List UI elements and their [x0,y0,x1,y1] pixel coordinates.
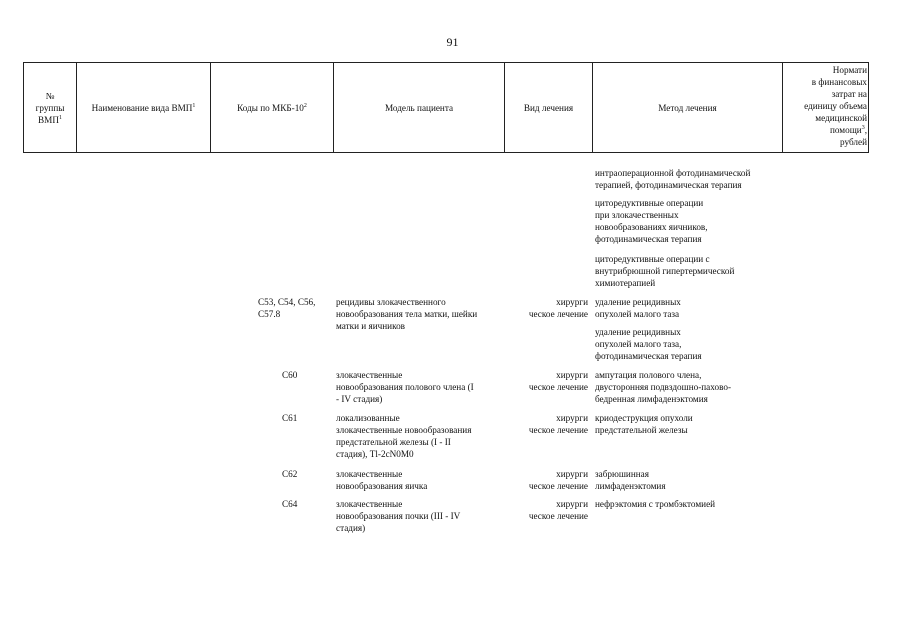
header-vmp-name-text: Наименование вида ВМП [91,102,193,113]
header-vmp-name [77,62,210,153]
header-group-number-text: № группы ВМП [35,90,65,125]
header-icd-codes-text: Коды по МКБ-10 [237,102,304,113]
footnote-mark: 2 [303,102,307,109]
method-cell: криодеструкция опухоли предстательной железы [595,413,693,435]
treatment-type-cell: хирурги ческое лечение [528,297,588,319]
header-treatment-type [505,62,592,153]
patient-model-cell: злокачественные новообразования полового члена (I - IV стадия) [336,370,474,404]
header-treatment-method [593,62,782,153]
method-cell: интраоперационной фотодинамической терапией, фотодинамическая терапия [595,168,751,190]
footnote-mark: 1 [192,102,196,109]
icd-code-cell: C60 [282,370,298,380]
method-cell: забрюшинная лимфаденэктомия [595,469,666,491]
header-cost-standard [783,62,869,155]
header-cost-standard-text: Нормати в финансовых затрат на единицу объема медицинской помощи [804,65,867,135]
header-icd-codes [211,62,333,153]
method-cell: удаление рецидивных опухолей малого таза, фотодинамическая терапия [595,327,702,361]
treatment-type-cell: хирурги ческое лечение [528,499,588,521]
icd-code-cell: C62 [282,469,298,479]
footnote-mark: 1 [58,114,62,121]
patient-model-cell: локализованные злокачественные новообразования предстательной железы (I - II стадия), Tl-2cN0M0 [336,413,472,459]
treatment-type-cell: хирурги ческое лечение [528,413,588,435]
patient-model-cell: злокачественные новообразования яичка [336,469,428,491]
icd-code-cell: C61 [282,413,298,423]
patient-model-cell: рецидивы злокачественного новообразования тела матки, шейки матки и яичников [336,297,478,331]
method-cell: нефрэктомия с тромбэктомией [595,499,716,509]
treatment-type-cell: хирурги ческое лечение [528,469,588,491]
method-cell: ампутация полового члена, двусторонняя подвздошно-пахово- бедренная лимфаденэктомия [595,370,732,404]
header-treatment-type-text: Вид лечения [523,102,574,113]
header-patient-model [334,62,504,153]
header-group-number [24,62,76,153]
header-treatment-method-text: Метод лечения [658,102,717,113]
treatment-type-cell: хирурги ческое лечение [528,370,588,392]
method-cell: циторедуктивные операции с внутрибрюшной гипертермической химиотерапией [595,254,735,288]
patient-model-cell: злокачественные новообразования почки (III - IV стадия) [336,499,461,533]
header-patient-model-text: Модель пациента [384,102,454,113]
header-cost-standard-unit: , рублей [840,125,867,147]
page-number: 91 [446,35,459,49]
footnote-mark: 3 [861,124,865,131]
icd-code-cell: C53, C54, C56, C57.8 [258,297,316,319]
method-cell: циторедуктивные операции при злокачественных новообразованиях яичников, фотодинамическая терапия [595,198,708,244]
icd-code-cell: C64 [282,499,298,509]
method-cell: удаление рецидивных опухолей малого таза [595,297,681,319]
